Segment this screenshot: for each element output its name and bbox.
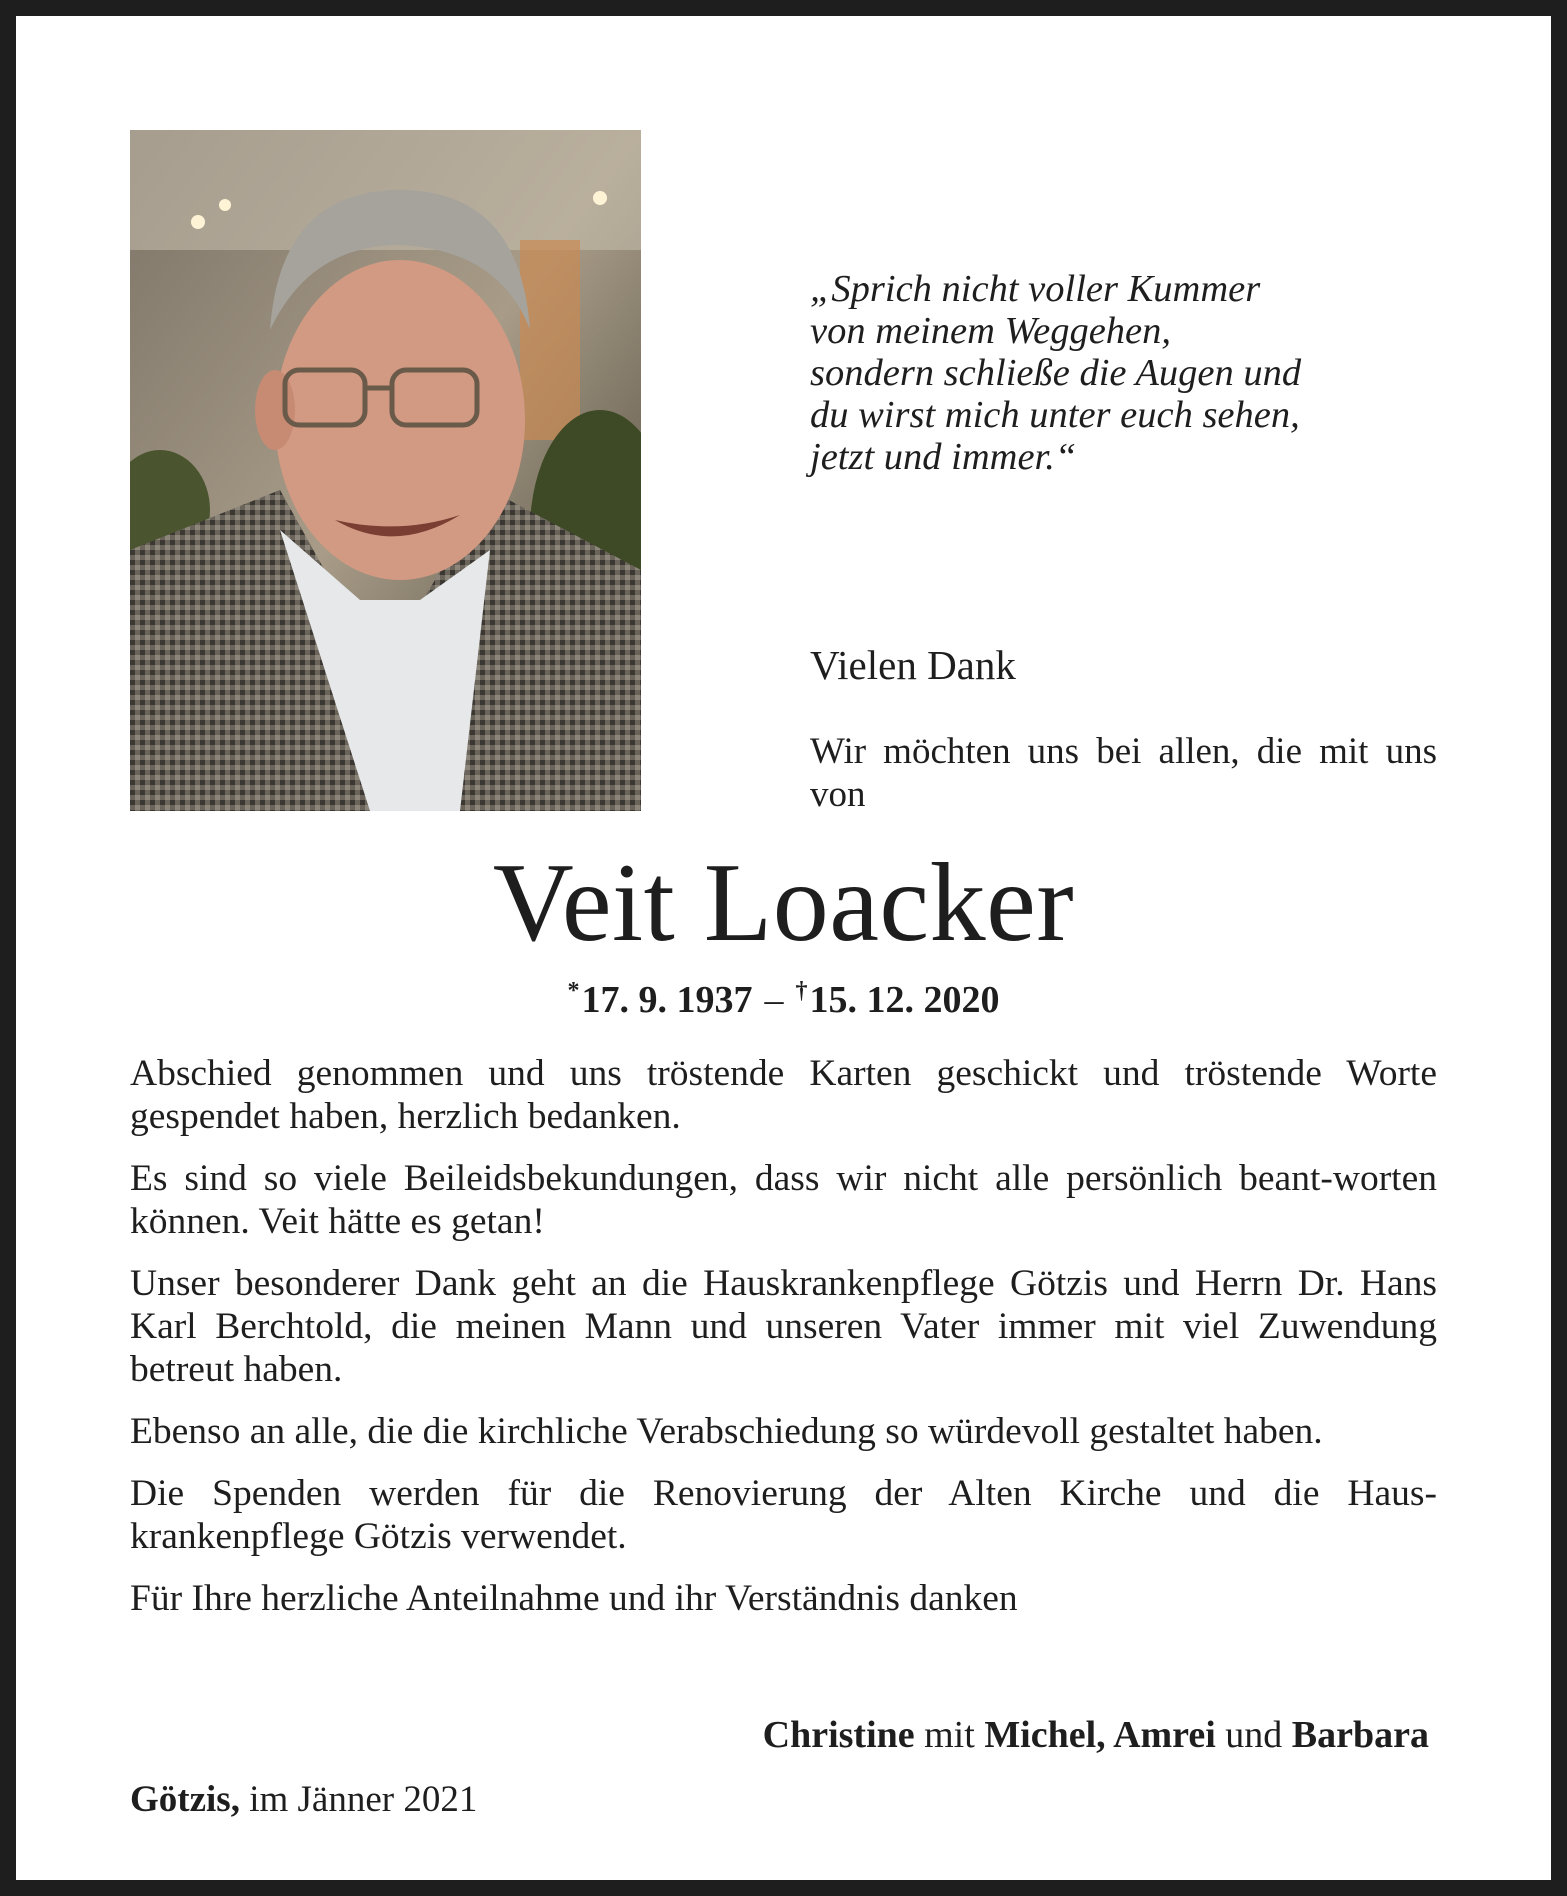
paragraph: Für Ihre herzliche Anteilnahme und ihr Verständnis danken: [130, 1578, 1018, 1619]
deceased-name: Veit Loacker: [492, 841, 1075, 965]
date-dash: –: [764, 979, 784, 1021]
birth-symbol: *: [567, 978, 580, 1004]
birth-date: 17. 9. 1937: [581, 979, 753, 1021]
paragraph: Die Spenden werden für die Renovierung der Alten Kirche und die Haus-krankenpflege Götzis verwendet.: [130, 1473, 1437, 1557]
death-date: 15. 12. 2020: [809, 979, 1000, 1021]
place-date: [130, 1777, 477, 1823]
signature-name: Christine: [762, 1714, 915, 1756]
body-text: [130, 1052, 1437, 1639]
signature-name: Amrei: [1105, 1714, 1216, 1756]
signature-conjunction: mit: [914, 1714, 985, 1756]
paragraph: Abschied genommen und uns tröstende Karten geschickt und tröstende Worte gespendet haben, herzlich bedanken.: [130, 1053, 1437, 1137]
place-town: Götzis,: [130, 1779, 240, 1820]
signature-name: Barbara: [1291, 1714, 1429, 1756]
paragraph: Ebenso an alle, die die kirchliche Verabschiedung so würdevoll gestaltet haben.: [130, 1411, 1323, 1452]
place-date-text: im Jänner 2021: [239, 1779, 478, 1820]
signature: [763, 1712, 1429, 1758]
life-dates: [0, 968, 1567, 1023]
signature-name: Michel,: [984, 1714, 1106, 1756]
thanks-heading: Vielen Dank: [810, 642, 1016, 688]
thanks-intro: Wir möchten uns bei allen, die mit uns von: [810, 731, 1437, 815]
paragraph: Es sind so viele Beileidsbekundungen, dass wir nicht alle persönlich beant-worten können. Veit hätte es getan!: [130, 1158, 1437, 1242]
paragraph: Unser besonderer Dank geht an die Hauskrankenpflege Götzis und Herrn Dr. Hans Karl Berchtold, die meinen Mann und unseren Vater immer mit viel Zuwendung betreut haben.: [130, 1263, 1437, 1390]
signature-conjunction: und: [1215, 1714, 1292, 1756]
portrait-photo: [130, 130, 641, 811]
death-symbol: †: [795, 978, 808, 1004]
quote-text: „Sprich nicht voller Kummer von meinem Weggehen, sondern schließe die Augen und du wirst mich unter euch sehen, jetzt und immer.“: [810, 268, 1302, 478]
